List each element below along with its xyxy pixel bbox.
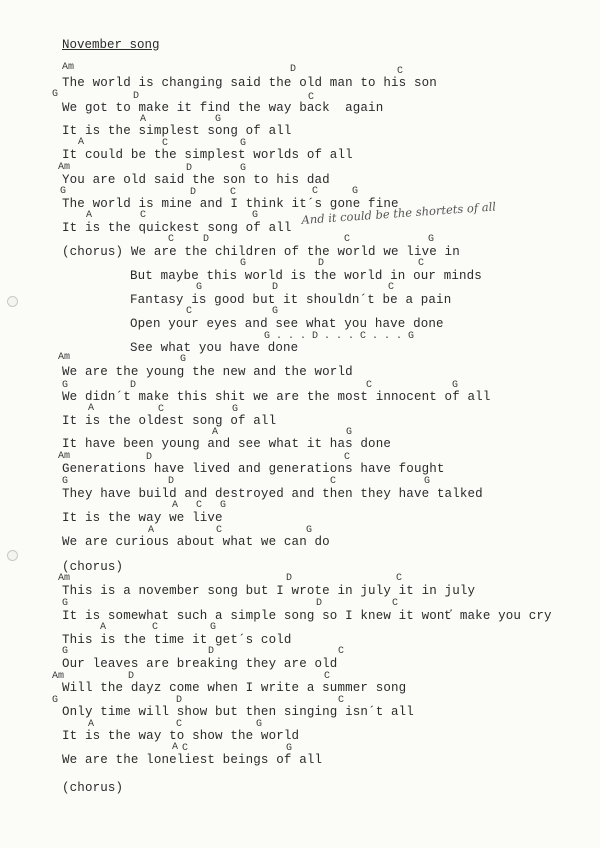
punch-hole xyxy=(7,550,18,561)
chord-label: A xyxy=(78,137,85,148)
lyric-line: This is a november song but I wrote in july it in july xyxy=(62,584,476,598)
chord-label: D xyxy=(128,671,135,682)
chord-label: D xyxy=(316,598,323,609)
chord-label: G xyxy=(232,404,239,415)
lyric-line: Open your eyes and see what you have done xyxy=(130,317,444,331)
chord-label: C xyxy=(308,92,315,103)
chord-label: C xyxy=(392,598,399,609)
chord-label: D xyxy=(130,380,137,391)
chord-label: G . . . D . . . C . . . G xyxy=(264,331,415,342)
lyric-line: We are curious about what we can do xyxy=(62,535,330,549)
chord-label: D xyxy=(190,187,197,198)
lyric-line: Will the dayz come when I write a summer song xyxy=(62,681,407,695)
chord-label: C xyxy=(388,282,395,293)
lyric-line: It have been young and see what it has done xyxy=(62,437,392,451)
chord-label: D xyxy=(168,476,175,487)
chord-label: C xyxy=(158,404,165,415)
chord-label: G xyxy=(62,476,69,487)
chord-label: G xyxy=(252,210,259,221)
chord-label: D xyxy=(133,91,140,102)
chord-label: A xyxy=(88,719,95,730)
chord-label: C xyxy=(216,525,223,536)
chord-label: C xyxy=(330,476,337,487)
punch-hole xyxy=(7,296,18,307)
chord-label: G xyxy=(256,719,263,730)
chord-label: D xyxy=(318,258,325,269)
chord-label: G xyxy=(215,114,222,125)
chord-label: Am xyxy=(58,451,71,462)
chord-label: Am xyxy=(52,671,65,682)
chord-label: D xyxy=(186,163,193,174)
chord-label: G xyxy=(424,476,431,487)
chord-label: G xyxy=(180,354,187,365)
lyric-line: We didn´t make this shit we are the most innocent of all xyxy=(62,390,491,404)
chord-label: G xyxy=(52,89,59,100)
chord-label: D xyxy=(208,646,215,657)
chord-label: G xyxy=(62,380,69,391)
chord-label: G xyxy=(346,427,353,438)
handwritten-note: And it could be the shortets of all xyxy=(301,199,497,227)
chord-label: C xyxy=(176,719,183,730)
chord-label: A xyxy=(212,427,219,438)
lyric-line: It is the oldest song of all xyxy=(62,414,277,428)
chord-label: C xyxy=(140,210,147,221)
lyric-line: They have build and destroyed and then they have talked xyxy=(62,487,483,501)
chord-label: C xyxy=(338,646,345,657)
lyric-line: This is the time it get´s cold xyxy=(62,633,292,647)
lyric-line: See what you have done xyxy=(130,341,299,355)
chord-label: G xyxy=(62,646,69,657)
chord-label: C xyxy=(418,258,425,269)
lyric-line: Generations have lived and generations have fought xyxy=(62,462,445,476)
chord-label: D xyxy=(176,695,183,706)
chord-label: Am xyxy=(58,352,71,363)
lyric-line: We got to make it find the way back again xyxy=(62,101,384,115)
chord-label: C xyxy=(152,622,159,633)
lyric-line: The world is mine and I think it´s gone fine xyxy=(62,197,399,211)
lyric-line: It is somewhat such a simple song so I knew it wonť make you cry xyxy=(62,609,552,623)
chord-label: Am xyxy=(62,62,75,73)
chord-label: D xyxy=(203,234,210,245)
chord-label: C xyxy=(366,380,373,391)
lyric-line: But maybe this world is the world in our minds xyxy=(130,269,482,283)
song-title: November song xyxy=(62,38,160,52)
chord-label: A xyxy=(88,403,95,414)
lyric-line: You are old said the son to his dad xyxy=(62,173,330,187)
chord-label: G xyxy=(240,258,247,269)
lyric-line: Fantasy is good but it shouldn´t be a pain xyxy=(130,293,452,307)
chord-label: C xyxy=(396,573,403,584)
chord-label: G xyxy=(62,598,69,609)
chord-label: G xyxy=(210,622,217,633)
chord-label: C xyxy=(186,306,193,317)
chord-label: G xyxy=(196,282,203,293)
chord-label: C xyxy=(182,743,189,754)
lyric-line: Only time will show but then singing isn´t all xyxy=(62,705,414,719)
chord-label: A xyxy=(172,742,179,753)
chord-label: A xyxy=(140,114,147,125)
lyric-line: It is the way to show the world xyxy=(62,729,300,743)
chord-label: G xyxy=(240,138,247,149)
chord-label: D xyxy=(272,282,279,293)
lyric-line: It could be the simplest worlds of all xyxy=(62,148,353,162)
lyric-line: Our leaves are breaking they are old xyxy=(62,657,338,671)
chord-label: G xyxy=(428,234,435,245)
chord-label: C xyxy=(312,186,319,197)
lyric-line: (chorus) We are the children of the world we live in xyxy=(62,245,460,259)
chord-label: C xyxy=(324,671,331,682)
chord-label: D xyxy=(146,452,153,463)
chord-label: G xyxy=(306,525,313,536)
chord-label: G xyxy=(272,306,279,317)
chord-label: G xyxy=(240,163,247,174)
lyric-line: (chorus) xyxy=(62,560,124,574)
chord-label: A xyxy=(86,210,93,221)
chord-label: C xyxy=(162,138,169,149)
chord-label: D xyxy=(290,64,297,75)
chord-label: G xyxy=(60,186,67,197)
lyric-line: The world is changing said the old man to his son xyxy=(62,76,437,90)
lyric-line: It is the simplest song of all xyxy=(62,124,292,138)
chord-label: G xyxy=(286,743,293,754)
chord-label: C xyxy=(168,234,175,245)
chord-label: C xyxy=(230,187,237,198)
chord-label: C xyxy=(338,695,345,706)
lyric-line: We are the young the new and the world xyxy=(62,365,353,379)
chord-label: Am xyxy=(58,573,71,584)
chord-label: C xyxy=(344,452,351,463)
chord-label: A xyxy=(148,525,155,536)
chord-label: C xyxy=(397,66,404,77)
chord-label: Am xyxy=(58,162,71,173)
lyric-line: We are the loneliest beings of all xyxy=(62,753,323,767)
chord-label: G xyxy=(352,186,359,197)
lyric-line: (chorus) xyxy=(62,781,124,795)
chord-label: D xyxy=(286,573,293,584)
lyric-line: It is the way we live xyxy=(62,511,223,525)
chord-label: A C G xyxy=(172,500,227,511)
chord-label: A xyxy=(100,622,107,633)
chord-label: G xyxy=(452,380,459,391)
lyric-line: It is the quickest song of all xyxy=(62,221,292,235)
chord-label: G xyxy=(52,695,59,706)
chord-label: C xyxy=(344,234,351,245)
